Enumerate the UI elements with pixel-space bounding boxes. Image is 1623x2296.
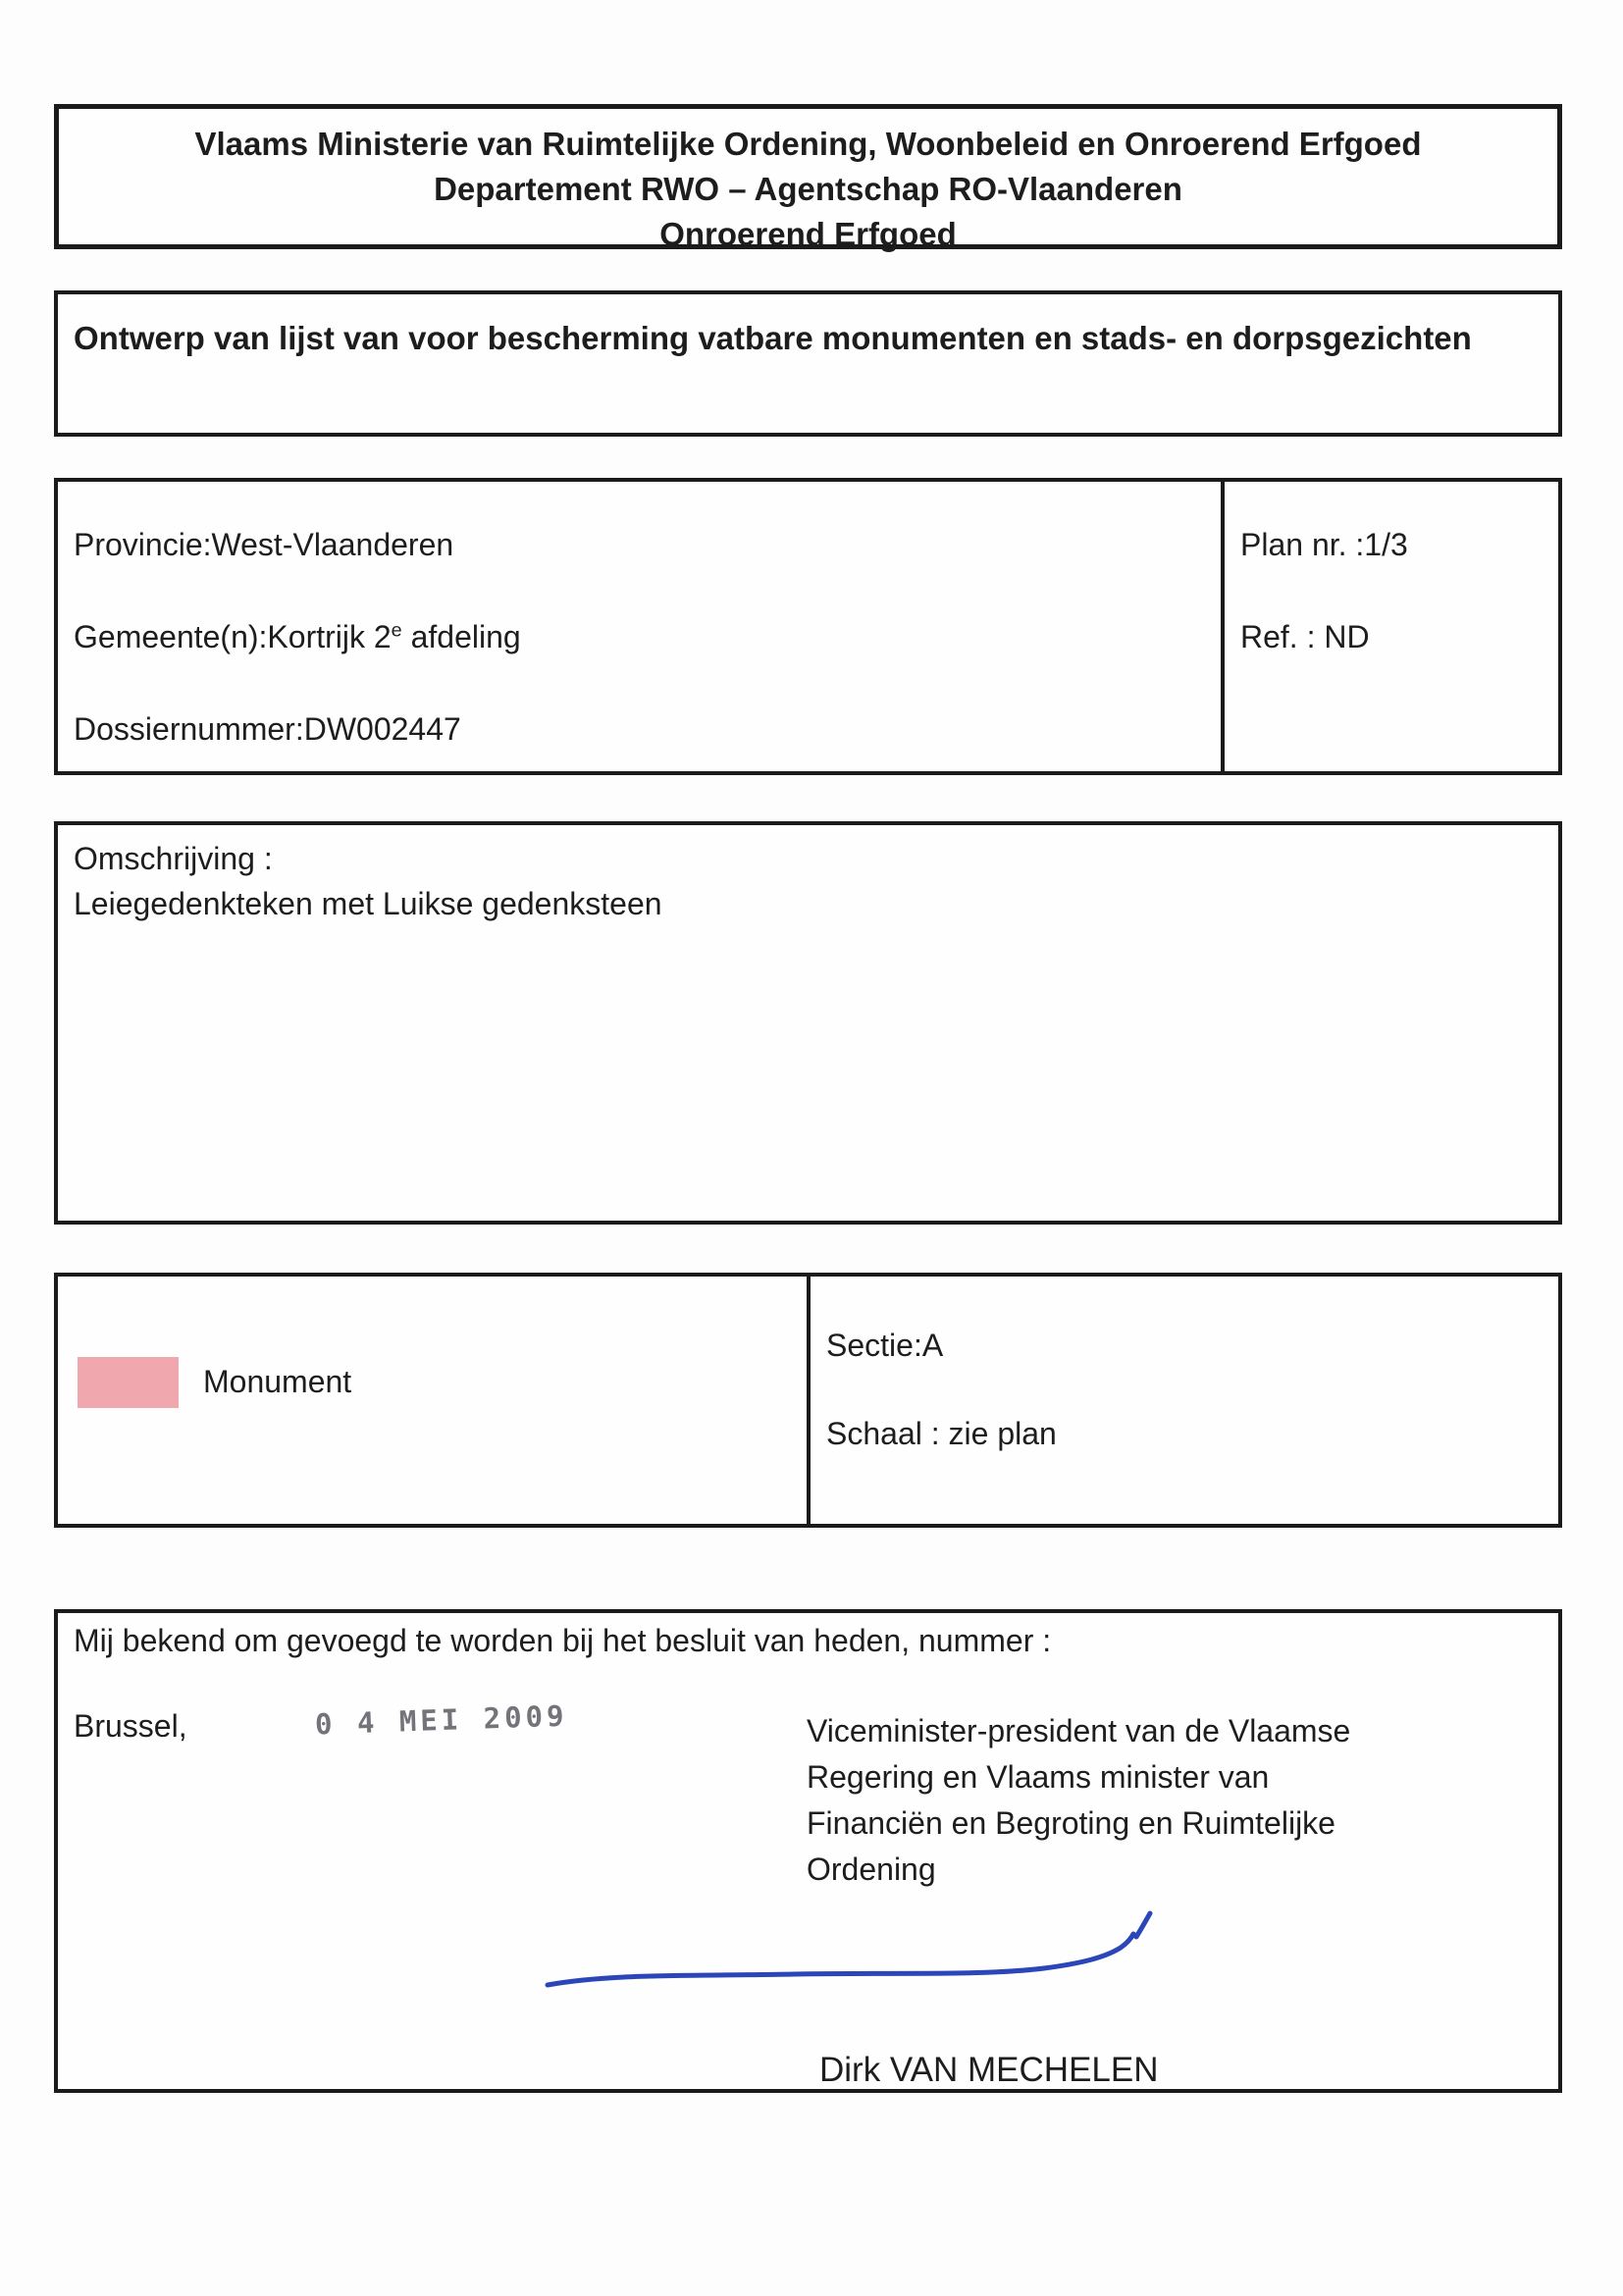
gemeente-ordinal-superscript: e	[391, 619, 402, 642]
department-name: Departement RWO – Agentschap RO-Vlaanderen	[434, 171, 1182, 207]
gemeente-field	[74, 619, 521, 655]
document-title-box	[54, 290, 1562, 437]
signing-intro-text: Mij bekend om gevoegd te worden bij het besluit van heden, nummer :	[74, 1623, 1052, 1658]
gemeente-text-suffix: afdeling	[401, 619, 521, 654]
schaal-field: Schaal : zie plan	[826, 1416, 1057, 1451]
minister-title-line: Financiën en Begroting en Ruimtelijke	[807, 1805, 1335, 1841]
document-title: Ontwerp van lijst van voor bescherming vatbare monumenten en stads- en dorpsgezichten	[74, 320, 1472, 356]
monument-color-swatch	[78, 1357, 179, 1408]
dossier-info-right-cell	[1221, 482, 1558, 771]
minister-title-block	[807, 1708, 1350, 1893]
omschrijving-value: Leiegedenkteken met Luikse gedenksteen	[74, 886, 662, 921]
gemeente-text: Gemeente(n):Kortrijk 2	[74, 619, 392, 654]
dossier-info-box	[54, 478, 1562, 775]
minister-title-line: Regering en Vlaams minister van	[807, 1759, 1270, 1795]
signature-path	[548, 1913, 1150, 1985]
date-stamp: 0 4 MEI 2009	[314, 1698, 569, 1742]
provincie-field: Provincie:West-Vlaanderen	[74, 527, 454, 562]
signature-ink-stroke	[534, 1907, 1181, 2006]
signer-name: Dirk VAN MECHELEN	[819, 2051, 1159, 2089]
sectie-field: Sectie:A	[826, 1328, 944, 1363]
plan-nr-field: Plan nr. :1/3	[1240, 527, 1408, 562]
ref-field: Ref. : ND	[1240, 619, 1370, 654]
dossier-info-left-cell	[58, 482, 1221, 771]
omschrijving-box	[54, 821, 1562, 1225]
signing-place: Brussel,	[74, 1708, 187, 1744]
minister-title-line: Ordening	[807, 1852, 936, 1887]
omschrijving-label: Omschrijving :	[74, 841, 273, 876]
monument-label: Monument	[203, 1364, 352, 1399]
legend-box	[54, 1273, 1562, 1528]
signing-box	[54, 1609, 1562, 2093]
legend-right-cell	[807, 1277, 1558, 1524]
ministry-header-box	[54, 104, 1562, 252]
agency-name: Onroerend Erfgoed	[659, 216, 957, 252]
dossiernummer-field: Dossiernummer:DW002447	[74, 711, 461, 747]
minister-title-line: Viceminister-president van de Vlaamse	[807, 1713, 1351, 1748]
ministry-name: Vlaams Ministerie van Ruimtelijke Ordening, Woonbeleid en Onroerend Erfgoed	[194, 126, 1422, 162]
legend-left-cell	[58, 1277, 807, 1524]
